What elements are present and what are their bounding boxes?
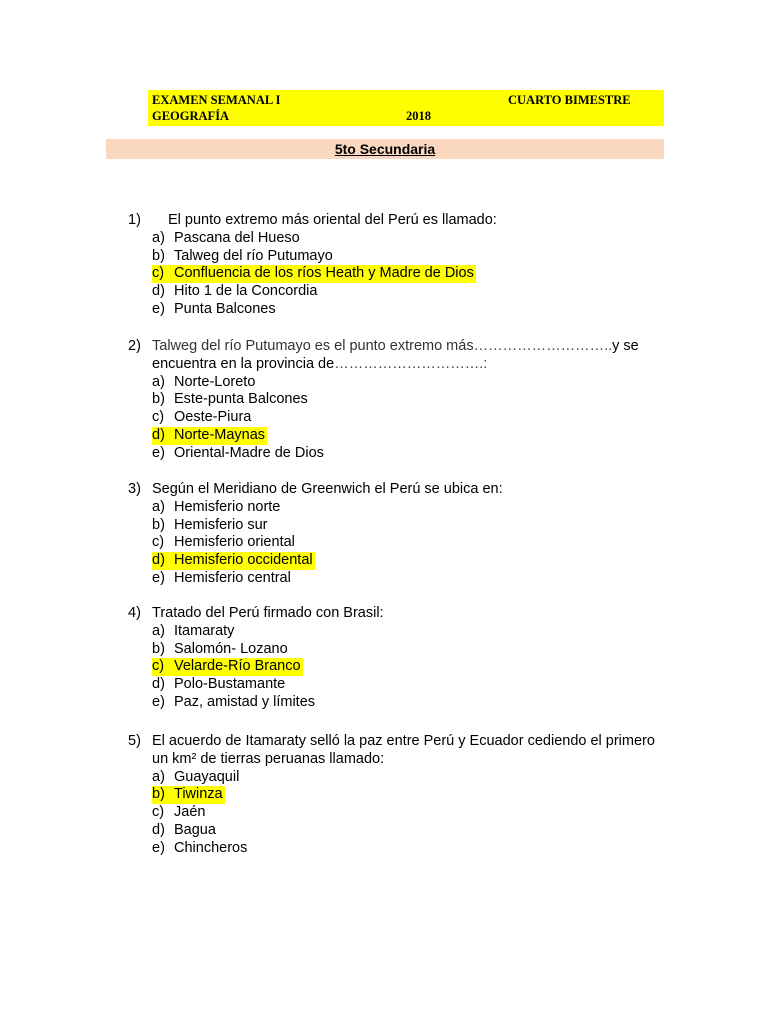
option-letter: a) (152, 229, 165, 246)
question-3 (128, 481, 668, 588)
question-2 (128, 338, 668, 463)
question-text: Según el Meridiano de Greenwich el Perú se ubica en: (152, 481, 503, 497)
option-text: Tiwinza (174, 786, 223, 803)
option-letter: c) (152, 265, 165, 282)
option-letter: a) (152, 373, 165, 390)
question-stem (128, 481, 668, 499)
option-letter: e) (152, 300, 165, 317)
option-c (152, 409, 668, 427)
exam-year: 2018 (406, 109, 431, 123)
grade-banner (106, 139, 664, 159)
option-text: Hemisferio occidental (174, 552, 313, 569)
option-c (152, 804, 668, 822)
option-text: Oriental-Madre de Dios (174, 444, 324, 461)
option-letter: e) (152, 444, 165, 461)
option-letter: b) (152, 516, 165, 533)
option-a (152, 623, 668, 641)
option-text: Hemisferio norte (174, 498, 281, 515)
option-text: Itamaraty (174, 622, 235, 639)
grade-label: 5to Secundaria (334, 141, 436, 157)
option-text: Norte-Loreto (174, 373, 256, 390)
exam-period: CUARTO BIMESTRE (508, 93, 631, 107)
option-b (152, 517, 668, 535)
option-c-answer (152, 658, 668, 676)
question-text: Tratado del Perú firmado con Brasil: (152, 605, 384, 621)
option-c (152, 534, 668, 552)
options-list (128, 374, 668, 463)
question-4 (128, 605, 668, 712)
option-text: Bagua (174, 821, 216, 838)
option-letter: a) (152, 768, 165, 785)
options-list (128, 769, 668, 858)
question-stem (128, 338, 668, 374)
question-text: Talweg del río Putumayo es el punto extremo más (152, 338, 474, 354)
option-text: Punta Balcones (174, 300, 276, 317)
question-1 (128, 212, 668, 319)
option-letter: b) (152, 640, 165, 657)
option-text: Oeste-Piura (174, 409, 252, 426)
option-letter: d) (152, 821, 165, 838)
option-d (152, 283, 668, 301)
option-a (152, 230, 668, 248)
option-e (152, 301, 668, 319)
exam-title: EXAMEN SEMANAL I (152, 93, 281, 107)
option-letter: b) (152, 786, 165, 803)
option-b-answer (152, 786, 668, 804)
option-b (152, 391, 668, 409)
option-e (152, 694, 668, 712)
question-stem (128, 605, 668, 623)
option-d (152, 676, 668, 694)
option-text: Norte-Maynas (174, 426, 266, 443)
answer-blank: ………………………….: (334, 355, 488, 372)
option-letter: a) (152, 622, 165, 639)
option-a (152, 499, 668, 517)
option-letter: e) (152, 569, 165, 586)
question-number: 5) (128, 733, 141, 749)
option-letter: d) (152, 426, 165, 443)
option-letter: c) (152, 409, 165, 426)
question-number: 4) (128, 605, 141, 621)
option-text: Hemisferio oriental (174, 534, 295, 551)
option-text: Guayaquil (174, 768, 240, 785)
question-stem (128, 733, 668, 769)
option-letter: e) (152, 839, 165, 856)
option-letter: b) (152, 391, 165, 408)
option-text: Hito 1 de la Concordia (174, 283, 318, 300)
option-text: Polo-Bustamante (174, 676, 286, 693)
option-letter: a) (152, 498, 165, 515)
option-a (152, 374, 668, 392)
option-letter: c) (152, 658, 165, 675)
option-a (152, 769, 668, 787)
question-text: El acuerdo de Itamaraty selló la paz entre Perú y Ecuador cediendo el primero un km² de tierras peruanas llamado: (152, 733, 655, 767)
option-text: Velarde-Río Branco (174, 658, 301, 675)
answer-blank: ……………………….. (473, 338, 613, 354)
question-number: 2) (128, 338, 141, 354)
question-text-continued: y se encuentra en la provincia de (152, 338, 639, 372)
option-text: Jaén (174, 804, 206, 821)
option-d-answer (152, 427, 668, 445)
option-text: Talweg del río Putumayo (174, 247, 333, 264)
option-e (152, 445, 668, 463)
option-letter: d) (152, 283, 165, 300)
question-stem (128, 212, 668, 230)
option-letter: d) (152, 676, 165, 693)
option-text: Chincheros (174, 839, 248, 856)
option-letter: e) (152, 693, 165, 710)
option-letter: c) (152, 534, 165, 551)
option-letter: d) (152, 552, 165, 569)
option-letter: b) (152, 247, 165, 264)
option-letter: c) (152, 804, 165, 821)
option-text: Pascana del Hueso (174, 229, 300, 246)
option-e (152, 840, 668, 858)
option-text: Este-punta Balcones (174, 391, 308, 408)
option-text: Paz, amistad y límites (174, 693, 316, 710)
options-list (128, 623, 668, 712)
options-list (128, 499, 668, 588)
option-d-answer (152, 552, 668, 570)
option-text: Hemisferio sur (174, 516, 268, 533)
option-text: Hemisferio central (174, 569, 291, 586)
option-text: Confluencia de los ríos Heath y Madre de Dios (174, 265, 474, 282)
question-text: El punto extremo más oriental del Perú es llamado: (168, 212, 497, 228)
option-c-answer (152, 265, 668, 283)
option-e (152, 570, 668, 588)
exam-header (148, 90, 664, 126)
question-number: 3) (128, 481, 141, 497)
exam-subject: GEOGRAFÍA (152, 109, 230, 123)
option-d (152, 822, 668, 840)
option-text: Salomón- Lozano (174, 640, 288, 657)
options-list (128, 230, 668, 319)
option-b (152, 248, 668, 266)
option-b (152, 641, 668, 659)
question-5 (128, 733, 668, 858)
question-number: 1) (128, 212, 141, 228)
